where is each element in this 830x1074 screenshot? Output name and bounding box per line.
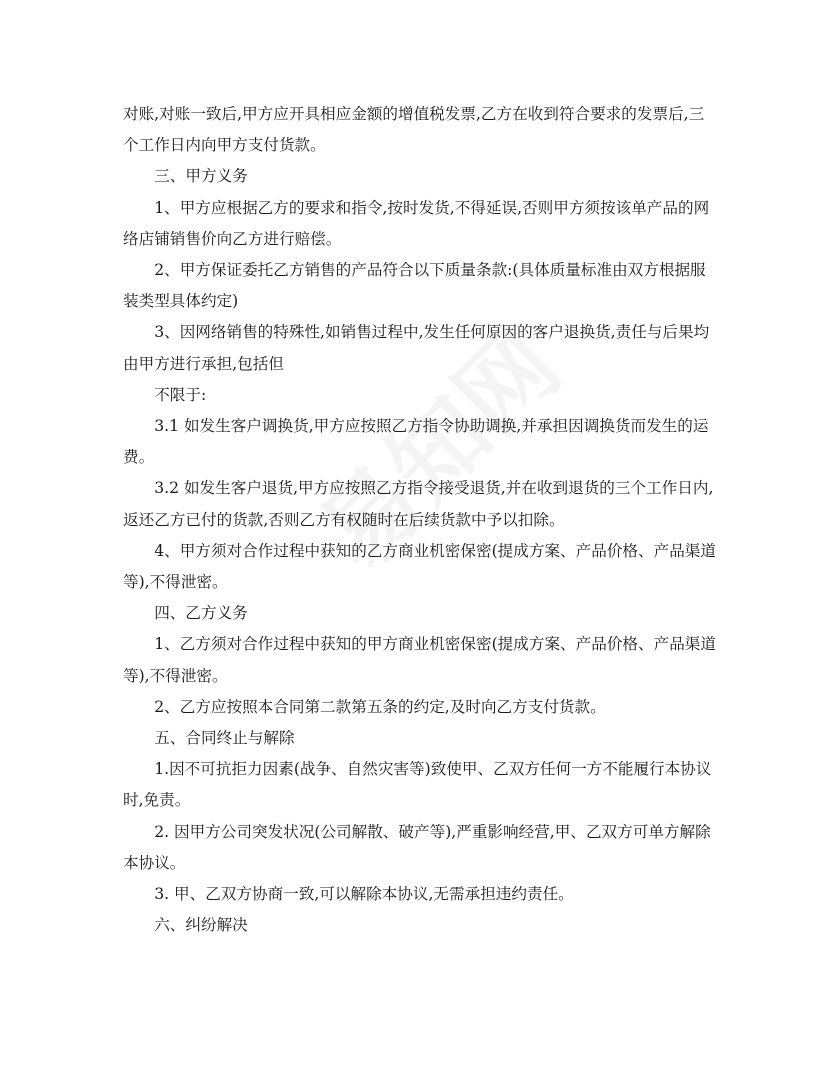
paragraph: 2、甲方保证委托乙方销售的产品符合以下质量条款:(具体质量标准由双方根据服装类型具体约定) [123,261,706,311]
paragraph: 三、甲方义务 [154,167,248,186]
paragraph: 五、合同终止与解除 [154,729,295,748]
paragraph: 3、因网络销售的特殊性,如销售过程中,发生任何原因的客户退换货,责任与后果均由甲方进行承担,包括但 [123,323,710,373]
paragraph: 3.2 如发生客户退货,甲方应按照乙方指令接受退货,并在收到退货的三个工作日内,返还乙方已付的货款,否则乙方有权随时在后续货款中予以扣除。 [123,479,714,529]
paragraph: 1、乙方须对合作过程中获知的甲方商业机密保密(提成方案、产品价格、产品渠道等),不得泄密。 [123,635,716,685]
paragraph: 1.因不可抗拒力因素(战争、自然灾害等)致使甲、乙双方任何一方不能履行本协议时,免责。 [123,760,712,810]
paragraph: 3. 甲、乙双方协商一致,可以解除本协议,无需承担违约责任。 [154,885,574,904]
paragraph: 四、乙方义务 [154,604,248,623]
paragraph: 对账,对账一致后,甲方应开具相应金额的增值税发票,乙方在收到符合要求的发票后,三个工作日内向甲方支付货款。 [123,105,705,155]
paragraph: 1、甲方应根据乙方的要求和指令,按时发货,不得延误,否则甲方须按该单产品的网络店铺销售价向乙方进行赔偿。 [123,198,710,248]
document-body [123,99,719,941]
paragraph: 3.1 如发生客户调换货,甲方应按照乙方指令协助调换,并承担因调换货而发生的运费。 [123,417,709,467]
paragraph: 2. 因甲方公司突发状况(公司解散、破产等),严重影响经营,甲、乙双方可单方解除本协议。 [123,822,711,872]
paragraph: 2、乙方应按照本合同第二款第五条的约定,及时向乙方支付货款。 [154,697,606,716]
paragraph: 不限于: [154,385,207,404]
paragraph: 4、甲方须对合作过程中获知的乙方商业机密保密(提成方案、产品价格、产品渠道等),不得泄密。 [123,541,716,592]
paragraph: 六、纠纷解决 [154,916,248,935]
